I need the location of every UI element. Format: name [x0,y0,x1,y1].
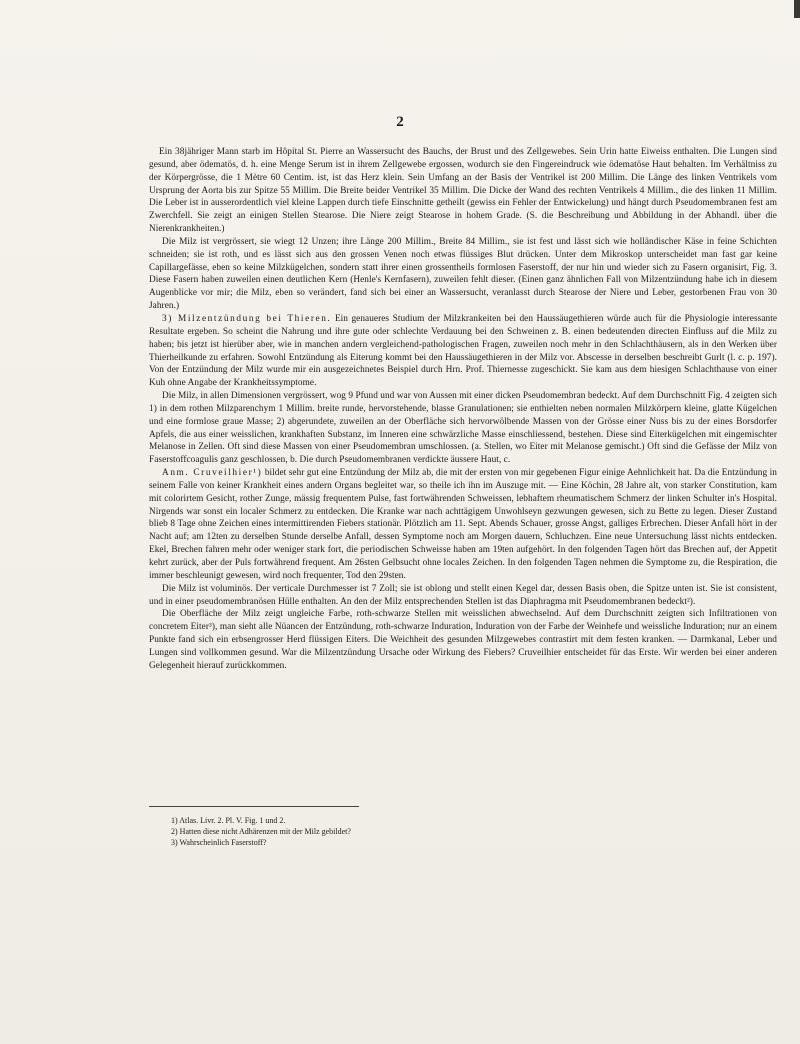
paragraph-3-text: Ein genaueres Studium der Milzkrankeiten bei den Haussäugethieren würde auch für die Physiologie interessante Resultate ergeben. So scheint die Nahrung und ihre gute oder schlechte Verdauung bei den Schweinen z. B. einen bedeutenden directen Einfluss auf die Milz zu haben; bis jetzt ist hierüber aber, wie in manchen andern vergleichend-pathologischen Fragen, zuweilen noch mehr in den Schlachthäusern, als in den Werken über Thierheilkunde zu erfahren. Sowohl Entzündung als Eiterung kommt bei den Haussäugethieren in der Milz vor. Abscesse in derselben beschreibt Gurlt (l. c. p. 197). Von der Entzündung der Milz wurde mir ein ausgezeichnetes Beispiel durch Hrn. Prof. Thiernesse zugeschickt. Sie kam aus dem hiesigen Schlachthause von einer Kuh ohne Angabe der Krankheitssymptome. [149,313,778,389]
paragraph-3 [149,313,777,390]
section-heading-3: 3) Milzentzündung bei Thieren. [162,313,332,324]
paragraph-2: Die Milz ist vergrössert, sie wiegt 12 Unzen; ihre Länge 200 Millim., Breite 84 Millim., sie ist fest und lässt sich wie holländischer Käse in feine Schichten schneiden; sie ist roth, und es lässt sich aus den grossen Venen noch etwas flüssiges Blut drücken. Unter dem Mikroskop unterscheidet man fast gar keine Capillargefässe, eben so keine Milzkügelchen, sondern statt ihrer einen grossentheils formlosen Faserstoff, der nur hin und wieder sich zu Fasern organisirt, Fig. 3. Diese Fasern haben zuweilen einen deutlichen Kern (Henle's Kernfasern), zuweilen fehlt dieser. (Einen ganz ähnlichen Fall von Milzentzündung habe ich in diesem Augenblicke vor mir; die Milz, eben so verändert, fand sich bei einer an Wassersucht, veranlasst durch Stearose der Niere und Leber, gestorbenen Frau von 30 Jahren.) [149,236,777,312]
page-number: 2 [396,114,404,130]
scan-edge-mark [794,0,800,18]
paragraph-4: Die Milz, in allen Dimensionen vergrössert, wog 9 Pfund und war von Aussen mit einer dicken Pseudomembran bedeckt. Auf dem Durchschnitt Fig. 4 zeigten sich 1) in dem rothen Milzparenchym 1 Millim. breite runde, hervorstehende, blasse Granulationen; sie enthielten neben normalen Milzkörpern kleine, glatte Kügelchen und eine formlose graue Masse; 2) abgerundete, zuweilen an der Oberfläche sich hervorwölbende Massen von der Grösse einer Nuss bis zu der eines Borsdorfer Apfels, die aus einer weisslichen, krankhaften Substanz, im Inneren eine schwärzliche Masse einschliessend, bestehen. Diese sind Eiterkügelchen mit eingemischter Melanose in Zellen. Oft sind diese Massen von einer Pseudomembran umschlossen. (a. Stellen, wo Eiter mit Melanose gemischt.) Oft sind die Gefässe der Milz von Faserstoffcoagulis ganz geschlossen, b. Die durch Pseudomembranen verdickte äussere Haut, c. [149,391,777,466]
footnotes [171,815,351,848]
footnote-1: 1) Atlas. Livr. 2. Pl. V. Fig. 1 und 2. [171,816,286,825]
paragraph-1: Ein 38jähriger Mann starb im Hôpital St. Pierre an Wassersucht des Bauchs, der Brust und des Zellgewebes. Sein Urin hatte Eiweiss enthalten. Die Lungen sind gesund, aber ödematös, d. h. eine Menge Serum ist in ihrem Zellgewebe ergossen, wodurch sie den Fingereindruck wie ödematöse Haut behalten. Im Verhältniss zu der Körpergrösse, die 1 Mètre 60 Centim. ist, ist das Herz klein. Sein Umfang an der Basis der Ventrikel ist 200 Millim. Die Länge des linken Ventrikels vom Ursprung der Aorta bis zur Spitze 55 Millim. Die Breite beider Ventrikel 35 Millim. Die Dicke der Wand des rechten Ventrikels 4 Millim., die des linken 11 Millim. Die Leber ist in ausserordentlich viel kleine Lappen durch tiefe Einschnitte getheilt (gewiss ein Fehler der Entwickelung) und hängt durch Pseudomembranen fest am Zwerchfell. Sie zeigt an einigen Stellen Stearose. Die Niere zeigt Stearose in hohem Grade. (S. die Beschreibung und Abbildung in der Abhandl. über die Nierenkrankheiten.) [149,147,777,235]
annotation-heading: Anm. Cruveilhier¹) [162,468,263,479]
body-text [149,146,777,673]
paragraph-7: Die Oberfläche der Milz zeigt ungleiche Farbe, roth-schwarze Stellen mit weisslichen abwechselnd. Auf dem Durchschnitt zeigten sich Infiltrationen von concretem Eiter³), man sieht alle Nüancen der Entzündung, roth-schwarze Induration, Induration von der Farbe der Weinhefe und weissliche Induration; nur an einem Punkte fand sich ein erbsengrosser Herd flüssigen Eiters. Die Weichheit des gesunden Milzgewebes contrastirt mit dem festen kranken. — Darmkanal, Leber und Lungen sind vollkommen gesund. War die Milzentzündung Ursache oder Wirkung des Fiebers? Cruveilhier entscheidet für das Erste. Wir werden bei einer anderen Gelegenheit hierauf zurückkommen. [149,609,777,671]
paragraph-5 [149,467,777,583]
paragraph-5-text: bildet sehr gut eine Entzündung der Milz ab, die mit der ersten von mir gegebenen Figur einige Aehnlichkeit hat. Da die Entzündung in seinem Falle von keiner Krankheit eines andern Organs begleitet war, so theile ich ihn im Auszuge mit. — Eine Köchin, 28 Jahre alt, von starker Constitution, kam mit colorirtem Gesicht, rother Zunge, mässig frequentem Pulse, fast fortwährenden Schweissen, lebhaftem rheumatischem Schmerz der linken Schulter in's Hospital. Nirgends war sonst ein localer Schmerz zu entdecken. Die Kranke war nach achttägigem Unwohlseyn gezwungen gewesen, sich zu Bette zu legen. Dieser Zustand blieb 8 Tage ohne Zeichen eines intermittirenden Fiebers stationär. Plötzlich am 11. Sept. Abends Schauer, grosse Angst, galliges Erbrechen. Dieser Anfall hört in der Nacht auf; am 12ten zu derselben Stunde derselbe Anfall, dessen Symptome noch am Morgen dauern, Schluchzen. Eine neue Untersuchung lässt nichts entdecken. Ekel, Brechen fahren mehr oder weniger stark fort, die periodischen Schweisse haben am 19ten aufgehört. In den folgenden Tagen hört das Brechen auf, der Appetit kehrt zurück, aber der Puls fortwährend frequent. Am 26sten Gelbsucht ohne locales Zeichen. In den folgenden Tagen nehmen die Symptome zu, die Respiration, die immer beschleunigt gewesen, wird noch frequenter, Tod den 29sten. [149,468,777,581]
paragraph-6: Die Milz ist voluminös. Der verticale Durchmesser ist 7 Zoll; sie ist oblong und stellt einen Kegel dar, dessen Basis oben, die Spitze unten ist. Sie ist consistent, und in einer pseudomembranösen Hülle enthalten. An den der Milz entsprechenden Stellen ist das Diaphragma mit Pseudomembranen bedeckt²). [149,583,777,607]
footnote-divider [149,806,359,807]
footnote-2: 2) Hatten diese nicht Adhärenzen mit der Milz gebildet? [171,827,351,836]
footnote-3: 3) Wahrscheinlich Faserstoff? [171,838,267,847]
